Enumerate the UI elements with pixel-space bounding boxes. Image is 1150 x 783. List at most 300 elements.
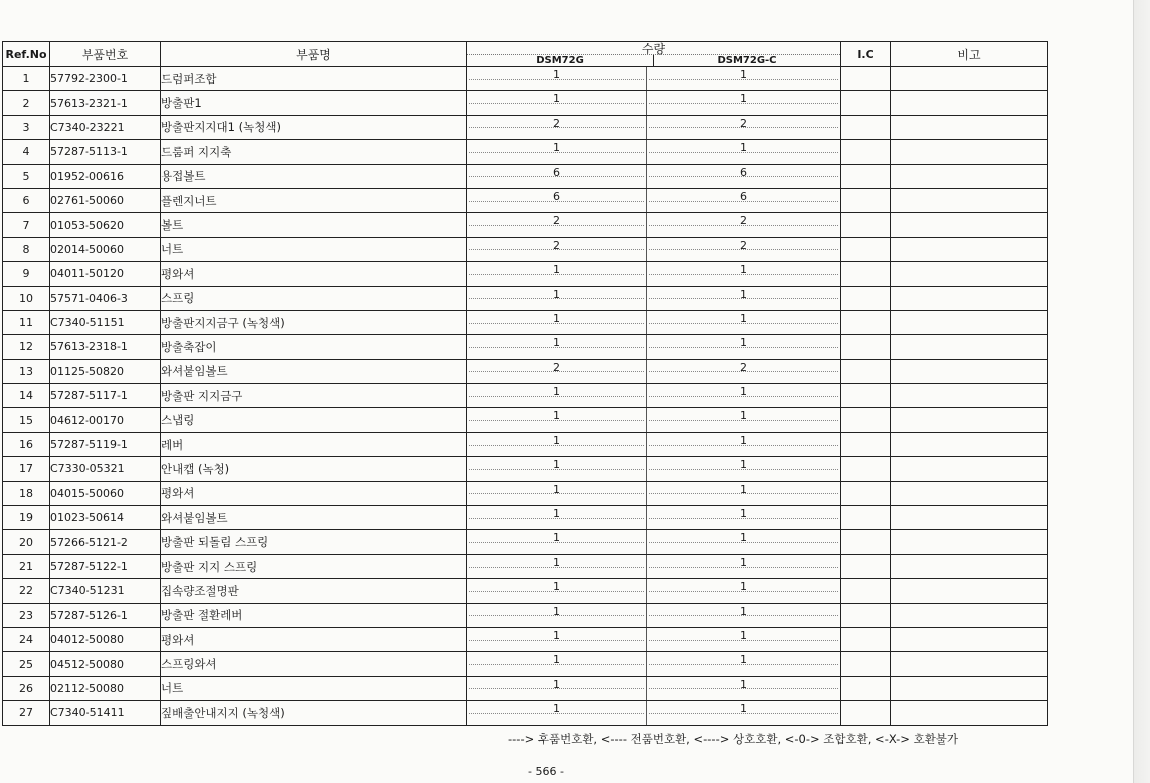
qty-value: 1 xyxy=(740,287,747,301)
part-name-cell: 방출판 절환레버 xyxy=(161,603,467,627)
qty-value: 1 xyxy=(740,580,747,594)
part-number-cell: C7340-51151 xyxy=(50,310,161,334)
ic-cell xyxy=(841,67,891,91)
dotted-guide xyxy=(469,664,644,665)
qty-value: 1 xyxy=(553,458,560,472)
qty-value: 1 xyxy=(740,604,747,618)
qty-value: 1 xyxy=(740,263,747,277)
remarks-cell xyxy=(891,164,1048,188)
remarks-cell xyxy=(891,652,1048,676)
table-row xyxy=(3,530,1048,554)
part-number-cell: 57266-5121-2 xyxy=(50,530,161,554)
qty-value: 2 xyxy=(740,238,747,252)
interchangeability-legend: ----> 후품번호환, <---- 전품번호환, <----> 상호호환, <-0-> 조합호환, <-X-> 호환불가 xyxy=(508,732,959,746)
remarks-cell xyxy=(891,237,1048,261)
dotted-guide xyxy=(649,640,838,641)
part-name-cell: 와셔붙임볼트 xyxy=(161,506,467,530)
table-row xyxy=(3,91,1048,115)
table-row xyxy=(3,310,1048,334)
table-row xyxy=(3,457,1048,481)
part-name-cell: 플렌지너트 xyxy=(161,188,467,212)
dotted-guide xyxy=(649,103,838,104)
ref-no-cell: 11 xyxy=(3,310,50,334)
qty-dsm72g-cell xyxy=(467,164,647,188)
qty-value: 1 xyxy=(740,336,747,350)
dotted-guide xyxy=(469,249,644,250)
qty-dsm72g-cell xyxy=(467,115,647,139)
table-row xyxy=(3,140,1048,164)
parts-table-body xyxy=(3,67,1048,726)
table-row xyxy=(3,115,1048,139)
qty-dsm72g-c-cell xyxy=(647,335,841,359)
dotted-guide xyxy=(649,201,838,202)
part-number-cell: 57792-2300-1 xyxy=(50,67,161,91)
qty-dsm72g-c-cell xyxy=(647,408,841,432)
part-number-cell: 01053-50620 xyxy=(50,213,161,237)
part-name-cell: 방출판1 xyxy=(161,91,467,115)
ic-cell xyxy=(841,676,891,700)
qty-dsm72g-c-cell xyxy=(647,554,841,578)
table-row xyxy=(3,554,1048,578)
ref-no-cell: 17 xyxy=(3,457,50,481)
ref-no-cell: 2 xyxy=(3,91,50,115)
part-number-cell: 04012-50080 xyxy=(50,627,161,651)
qty-value: 1 xyxy=(553,677,560,691)
part-name-cell: 평와셔 xyxy=(161,262,467,286)
qty-value: 1 xyxy=(740,385,747,399)
dotted-guide xyxy=(469,323,644,324)
part-name-cell: 집속량조절명판 xyxy=(161,579,467,603)
ref-no-cell: 5 xyxy=(3,164,50,188)
ic-cell xyxy=(841,359,891,383)
qty-value: 2 xyxy=(740,116,747,130)
dotted-guide xyxy=(469,127,644,128)
qty-dsm72g-c-cell xyxy=(647,579,841,603)
dotted-guide xyxy=(649,688,838,689)
remarks-cell xyxy=(891,188,1048,212)
qty-value: 1 xyxy=(553,409,560,423)
qty-dsm72g-cell xyxy=(467,262,647,286)
qty-value: 1 xyxy=(740,68,747,81)
qty-dsm72g-cell xyxy=(467,213,647,237)
qty-value: 2 xyxy=(553,360,560,374)
table-row xyxy=(3,652,1048,676)
qty-value: 1 xyxy=(553,507,560,521)
dotted-guide xyxy=(649,591,838,592)
remarks-cell xyxy=(891,140,1048,164)
part-name-cell: 스프링 xyxy=(161,286,467,310)
qty-dsm72g-c-cell xyxy=(647,384,841,408)
qty-dsm72g-c-cell xyxy=(647,286,841,310)
qty-value: 1 xyxy=(553,263,560,277)
part-number-cell: 57613-2318-1 xyxy=(50,335,161,359)
remarks-cell xyxy=(891,627,1048,651)
remarks-cell xyxy=(891,603,1048,627)
dotted-guide xyxy=(469,640,644,641)
remarks-cell xyxy=(891,384,1048,408)
dotted-guide xyxy=(649,420,838,421)
qty-value: 1 xyxy=(740,433,747,447)
qty-dsm72g-cell xyxy=(467,359,647,383)
dotted-guide xyxy=(649,542,838,543)
header-part-name: 부품명 xyxy=(161,42,467,67)
remarks-cell xyxy=(891,115,1048,139)
part-number-cell: C7340-23221 xyxy=(50,115,161,139)
part-number-cell: 57571-0406-3 xyxy=(50,286,161,310)
table-row xyxy=(3,237,1048,261)
part-name-cell: 방출판 지지 스프링 xyxy=(161,554,467,578)
ic-cell xyxy=(841,701,891,725)
ic-cell xyxy=(841,188,891,212)
qty-dsm72g-c-cell xyxy=(647,676,841,700)
dotted-guide xyxy=(649,396,838,397)
qty-dsm72g-c-cell xyxy=(647,310,841,334)
dotted-guide xyxy=(649,225,838,226)
ref-no-cell: 27 xyxy=(3,701,50,725)
ref-no-cell: 22 xyxy=(3,579,50,603)
dotted-guide xyxy=(469,688,644,689)
ref-no-cell: 13 xyxy=(3,359,50,383)
dotted-guide xyxy=(649,152,838,153)
qty-dsm72g-c-cell xyxy=(647,262,841,286)
dotted-guide xyxy=(469,615,644,616)
table-row xyxy=(3,579,1048,603)
ref-no-cell: 10 xyxy=(3,286,50,310)
qty-dsm72g-c-cell xyxy=(647,67,841,91)
remarks-cell xyxy=(891,91,1048,115)
dotted-guide xyxy=(469,201,644,202)
table-row xyxy=(3,262,1048,286)
qty-dsm72g-c-cell xyxy=(647,481,841,505)
qty-value: 1 xyxy=(553,628,560,642)
ic-cell xyxy=(841,262,891,286)
table-row xyxy=(3,506,1048,530)
part-name-cell: 방출판지지대1 (녹청색) xyxy=(161,115,467,139)
qty-value: 1 xyxy=(553,385,560,399)
qty-value: 1 xyxy=(553,555,560,569)
header-model-dsm72g-c: DSM72G-C xyxy=(717,55,777,66)
ref-no-cell: 9 xyxy=(3,262,50,286)
qty-dsm72g-c-cell xyxy=(647,140,841,164)
table-row xyxy=(3,603,1048,627)
header-model-dsm72g: DSM72G xyxy=(467,55,654,66)
dotted-guide xyxy=(469,347,644,348)
ic-cell xyxy=(841,408,891,432)
dotted-guide xyxy=(649,664,838,665)
part-name-cell: 와셔붙임볼트 xyxy=(161,359,467,383)
qty-value: 6 xyxy=(740,165,747,179)
ic-cell xyxy=(841,506,891,530)
part-number-cell: 57287-5113-1 xyxy=(50,140,161,164)
table-row xyxy=(3,286,1048,310)
page-edge xyxy=(1133,0,1150,783)
qty-value: 1 xyxy=(740,653,747,667)
header-qty-models xyxy=(467,54,840,66)
part-name-cell: 평와셔 xyxy=(161,481,467,505)
part-name-cell: 방출판 되돌림 스프링 xyxy=(161,530,467,554)
qty-dsm72g-cell xyxy=(467,91,647,115)
dotted-guide xyxy=(469,420,644,421)
dotted-guide xyxy=(649,493,838,494)
remarks-cell xyxy=(891,408,1048,432)
dotted-guide xyxy=(469,445,644,446)
qty-value: 1 xyxy=(553,653,560,667)
ref-no-cell: 19 xyxy=(3,506,50,530)
header-ic: I.C xyxy=(841,42,891,67)
qty-value: 1 xyxy=(740,507,747,521)
qty-value: 1 xyxy=(740,702,747,716)
qty-dsm72g-cell xyxy=(467,457,647,481)
remarks-cell xyxy=(891,530,1048,554)
ic-cell xyxy=(841,164,891,188)
dotted-guide xyxy=(469,493,644,494)
qty-dsm72g-cell xyxy=(467,384,647,408)
table-row xyxy=(3,213,1048,237)
part-name-cell: 방출축잡이 xyxy=(161,335,467,359)
ref-no-cell: 20 xyxy=(3,530,50,554)
dotted-guide xyxy=(469,567,644,568)
dotted-guide xyxy=(649,567,838,568)
qty-dsm72g-cell xyxy=(467,627,647,651)
table-row xyxy=(3,67,1048,91)
ref-no-cell: 1 xyxy=(3,67,50,91)
remarks-cell xyxy=(891,554,1048,578)
part-name-cell: 용접볼트 xyxy=(161,164,467,188)
qty-dsm72g-c-cell xyxy=(647,237,841,261)
part-name-cell: 평와셔 xyxy=(161,627,467,651)
remarks-cell xyxy=(891,481,1048,505)
page-number: - 566 - xyxy=(528,765,564,778)
dotted-guide xyxy=(649,615,838,616)
dotted-guide xyxy=(649,176,838,177)
dotted-guide xyxy=(469,152,644,153)
dotted-guide xyxy=(469,79,644,80)
qty-dsm72g-cell xyxy=(467,188,647,212)
qty-value: 2 xyxy=(553,238,560,252)
header-row xyxy=(3,42,1048,67)
dotted-guide xyxy=(649,518,838,519)
qty-value: 2 xyxy=(553,214,560,228)
qty-value: 1 xyxy=(740,555,747,569)
part-number-cell: 57287-5126-1 xyxy=(50,603,161,627)
qty-value: 1 xyxy=(740,482,747,496)
table-row xyxy=(3,701,1048,725)
qty-dsm72g-c-cell xyxy=(647,506,841,530)
qty-dsm72g-cell xyxy=(467,676,647,700)
ref-no-cell: 16 xyxy=(3,432,50,456)
qty-dsm72g-c-cell xyxy=(647,603,841,627)
qty-value: 1 xyxy=(553,287,560,301)
part-number-cell: 01023-50614 xyxy=(50,506,161,530)
qty-value: 1 xyxy=(740,92,747,106)
ref-no-cell: 12 xyxy=(3,335,50,359)
dotted-guide xyxy=(469,298,644,299)
qty-value: 1 xyxy=(740,141,747,155)
qty-dsm72g-cell xyxy=(467,335,647,359)
dotted-guide xyxy=(469,542,644,543)
qty-value: 2 xyxy=(740,360,747,374)
part-number-cell: 04612-00170 xyxy=(50,408,161,432)
remarks-cell xyxy=(891,457,1048,481)
qty-value: 1 xyxy=(553,433,560,447)
dotted-guide xyxy=(649,469,838,470)
ref-no-cell: 15 xyxy=(3,408,50,432)
qty-value: 6 xyxy=(553,165,560,179)
qty-dsm72g-cell xyxy=(467,140,647,164)
qty-value: 1 xyxy=(553,604,560,618)
dotted-guide xyxy=(649,274,838,275)
qty-dsm72g-c-cell xyxy=(647,164,841,188)
dotted-guide xyxy=(469,371,644,372)
ic-cell xyxy=(841,457,891,481)
dotted-guide xyxy=(649,249,838,250)
part-number-cell: 57287-5119-1 xyxy=(50,432,161,456)
qty-value: 1 xyxy=(553,92,560,106)
part-name-cell: 드럼퍼조합 xyxy=(161,67,467,91)
ref-no-cell: 23 xyxy=(3,603,50,627)
header-ref-no: Ref.No xyxy=(3,42,50,67)
ic-cell xyxy=(841,115,891,139)
ic-cell xyxy=(841,310,891,334)
ic-cell xyxy=(841,384,891,408)
dotted-guide xyxy=(469,518,644,519)
ic-cell xyxy=(841,652,891,676)
dotted-guide xyxy=(469,591,644,592)
part-name-cell: 스냅링 xyxy=(161,408,467,432)
part-number-cell: 57613-2321-1 xyxy=(50,91,161,115)
ic-cell xyxy=(841,213,891,237)
qty-dsm72g-c-cell xyxy=(647,652,841,676)
qty-dsm72g-cell xyxy=(467,408,647,432)
part-name-cell: 안내캡 (녹청) xyxy=(161,457,467,481)
dotted-guide xyxy=(649,323,838,324)
parts-table xyxy=(2,41,1048,726)
qty-dsm72g-c-cell xyxy=(647,530,841,554)
qty-dsm72g-c-cell xyxy=(647,627,841,651)
qty-dsm72g-cell xyxy=(467,652,647,676)
qty-dsm72g-c-cell xyxy=(647,457,841,481)
part-number-cell: 04015-50060 xyxy=(50,481,161,505)
ic-cell xyxy=(841,627,891,651)
qty-value: 1 xyxy=(740,458,747,472)
table-row xyxy=(3,384,1048,408)
dotted-guide xyxy=(469,103,644,104)
qty-dsm72g-c-cell xyxy=(647,188,841,212)
qty-dsm72g-cell xyxy=(467,310,647,334)
ic-cell xyxy=(841,140,891,164)
qty-dsm72g-c-cell xyxy=(647,115,841,139)
qty-dsm72g-cell xyxy=(467,603,647,627)
qty-value: 1 xyxy=(553,702,560,716)
dotted-guide xyxy=(649,298,838,299)
part-number-cell: 57287-5122-1 xyxy=(50,554,161,578)
part-number-cell: 02761-50060 xyxy=(50,188,161,212)
part-number-cell: 02014-50060 xyxy=(50,237,161,261)
part-name-cell: 너트 xyxy=(161,237,467,261)
remarks-cell xyxy=(891,506,1048,530)
dotted-guide xyxy=(469,396,644,397)
qty-value: 1 xyxy=(740,311,747,325)
ref-no-cell: 3 xyxy=(3,115,50,139)
part-name-cell: 짚배출안내지지 (녹청색) xyxy=(161,701,467,725)
table-row xyxy=(3,188,1048,212)
ref-no-cell: 6 xyxy=(3,188,50,212)
part-number-cell: 04011-50120 xyxy=(50,262,161,286)
remarks-cell xyxy=(891,676,1048,700)
ref-no-cell: 4 xyxy=(3,140,50,164)
part-number-cell: C7330-05321 xyxy=(50,457,161,481)
table-row xyxy=(3,164,1048,188)
dotted-guide xyxy=(469,713,644,714)
qty-dsm72g-cell xyxy=(467,554,647,578)
remarks-cell xyxy=(891,335,1048,359)
qty-value: 2 xyxy=(553,116,560,130)
ic-cell xyxy=(841,335,891,359)
part-name-cell: 방출판지지금구 (녹청색) xyxy=(161,310,467,334)
part-number-cell: 04512-50080 xyxy=(50,652,161,676)
remarks-cell xyxy=(891,286,1048,310)
remarks-cell xyxy=(891,579,1048,603)
qty-dsm72g-cell xyxy=(467,579,647,603)
qty-value: 1 xyxy=(740,409,747,423)
qty-value: 6 xyxy=(553,189,560,203)
qty-dsm72g-cell xyxy=(467,506,647,530)
remarks-cell xyxy=(891,213,1048,237)
table-row xyxy=(3,676,1048,700)
ic-cell xyxy=(841,481,891,505)
qty-dsm72g-c-cell xyxy=(647,213,841,237)
qty-value: 2 xyxy=(740,214,747,228)
qty-value: 1 xyxy=(553,68,560,81)
dotted-guide xyxy=(649,371,838,372)
table-row xyxy=(3,335,1048,359)
part-name-cell: 레버 xyxy=(161,432,467,456)
part-number-cell: C7340-51231 xyxy=(50,579,161,603)
part-number-cell: 01125-50820 xyxy=(50,359,161,383)
ic-cell xyxy=(841,530,891,554)
ref-no-cell: 24 xyxy=(3,627,50,651)
ic-cell xyxy=(841,579,891,603)
qty-value: 1 xyxy=(740,531,747,545)
dotted-guide xyxy=(649,79,838,80)
qty-value: 6 xyxy=(740,189,747,203)
qty-dsm72g-c-cell xyxy=(647,91,841,115)
ref-no-cell: 26 xyxy=(3,676,50,700)
remarks-cell xyxy=(891,432,1048,456)
part-name-cell: 드룸퍼 지지축 xyxy=(161,140,467,164)
part-name-cell: 너트 xyxy=(161,676,467,700)
header-qty-title: 수량 xyxy=(641,42,666,56)
part-number-cell: 02112-50080 xyxy=(50,676,161,700)
remarks-cell xyxy=(891,310,1048,334)
part-number-cell: 57287-5117-1 xyxy=(50,384,161,408)
qty-value: 1 xyxy=(553,141,560,155)
dotted-guide xyxy=(469,274,644,275)
part-number-cell: 01952-00616 xyxy=(50,164,161,188)
table-row xyxy=(3,408,1048,432)
ic-cell xyxy=(841,432,891,456)
dotted-guide xyxy=(649,127,838,128)
qty-dsm72g-cell xyxy=(467,237,647,261)
part-name-cell: 볼트 xyxy=(161,213,467,237)
table-row xyxy=(3,481,1048,505)
dotted-guide xyxy=(469,176,644,177)
dotted-guide xyxy=(649,347,838,348)
ref-no-cell: 14 xyxy=(3,384,50,408)
dotted-guide xyxy=(469,469,644,470)
qty-value: 1 xyxy=(553,531,560,545)
ic-cell xyxy=(841,554,891,578)
